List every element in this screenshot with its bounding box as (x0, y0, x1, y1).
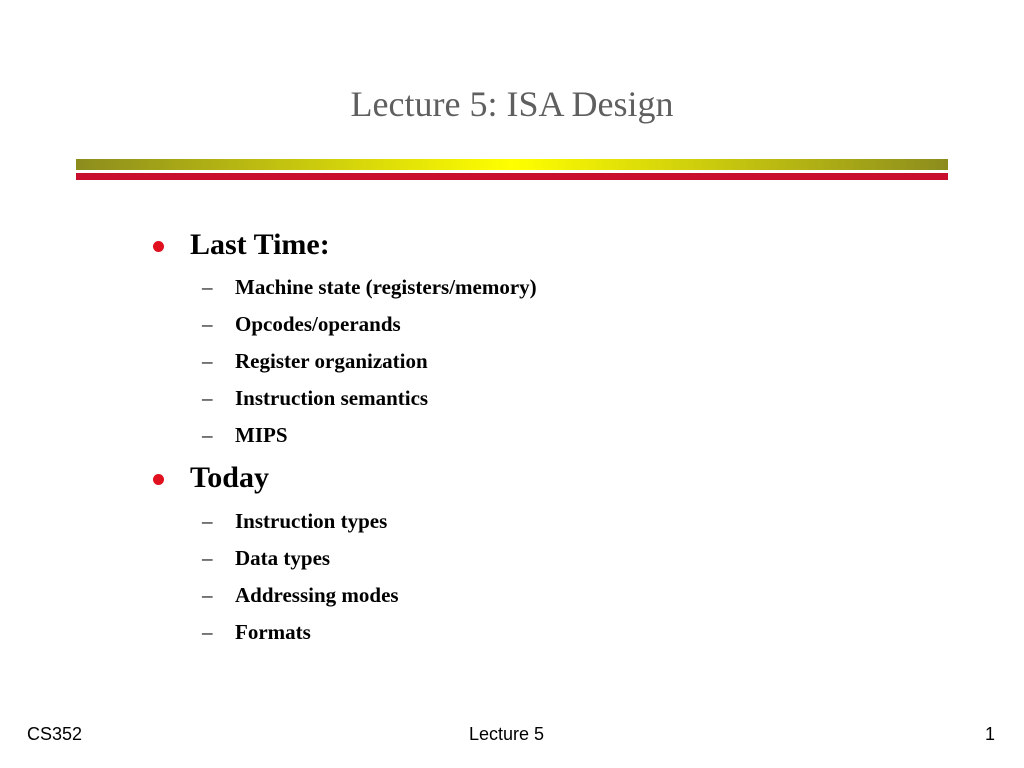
dash-icon: – (202, 509, 213, 533)
sub-item: Instruction types (235, 509, 388, 533)
sub-item: MIPS (235, 423, 288, 447)
sub-item: Addressing modes (235, 583, 399, 607)
dash-icon: – (202, 620, 213, 644)
sub-item: Instruction semantics (235, 386, 429, 410)
footer-lecture: Lecture 5 (468, 724, 545, 744)
sub-item: Opcodes/operands (235, 312, 401, 336)
sub-item: Formats (235, 620, 311, 644)
bullet-dot-icon (153, 474, 164, 485)
dash-icon: – (202, 349, 213, 373)
sub-item: Machine state (registers/memory) (235, 275, 537, 299)
dash-icon: – (202, 546, 213, 570)
footer-course: CS352 (27, 724, 83, 744)
sub-item: Register organization (235, 349, 428, 373)
slide-title: Lecture 5: ISA Design (350, 84, 674, 124)
dash-icon: – (202, 312, 213, 336)
bullet-dot-icon (153, 241, 164, 252)
dash-icon: – (202, 275, 213, 299)
footer-page-number: 1 (984, 724, 995, 744)
bullet-heading-today: Today (190, 461, 269, 494)
dash-icon: – (202, 423, 213, 447)
sub-item: Data types (235, 546, 331, 570)
bullet-heading-last-time: Last Time: (190, 228, 330, 261)
dash-icon: – (202, 386, 213, 410)
dash-icon: – (202, 583, 213, 607)
